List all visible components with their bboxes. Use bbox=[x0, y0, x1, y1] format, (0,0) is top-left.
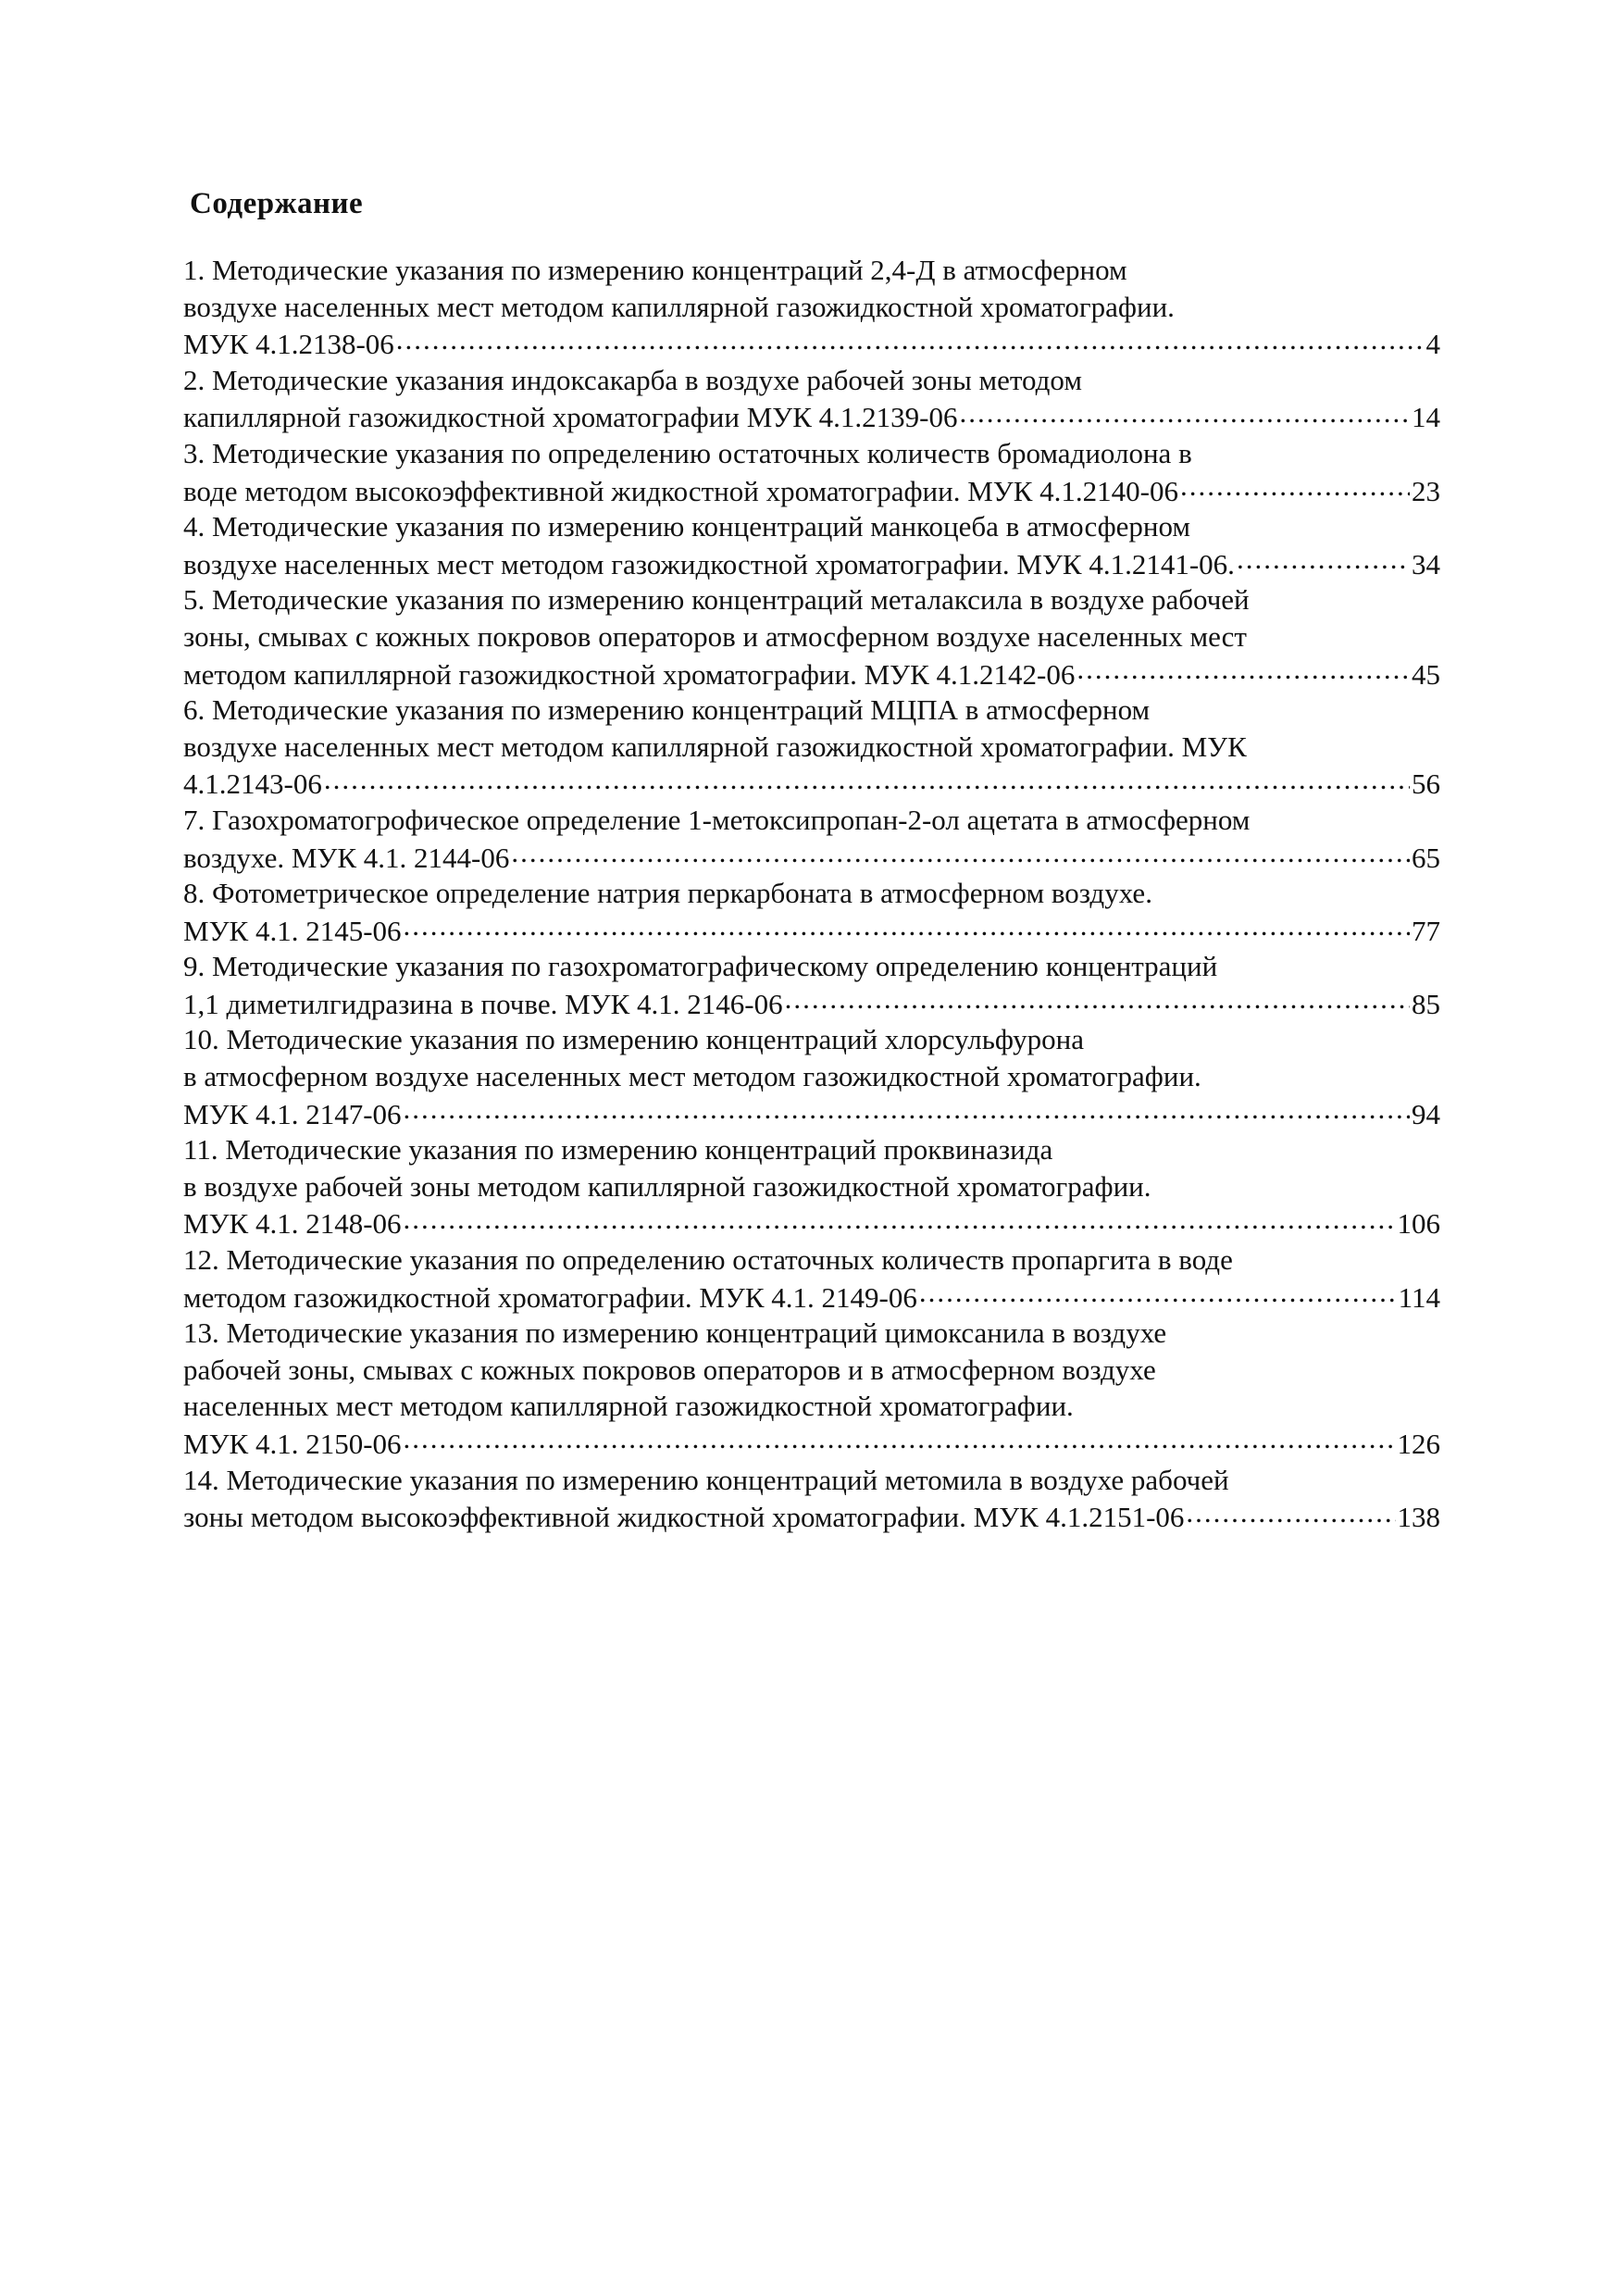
toc-entry-reference: зоны методом высокоэффективной жидкостной хроматографии. МУК 4.1.2151-06 bbox=[183, 1501, 1185, 1534]
toc-entry bbox=[183, 362, 1440, 435]
toc-entry-line: 12. Методические указания по определению остаточных количеств пропаргита в воде bbox=[183, 1243, 1233, 1277]
toc-entry-leader-line bbox=[183, 765, 1440, 802]
toc-entry-line: населенных мест методом капиллярной газожидкостной хроматографии. bbox=[183, 1390, 1074, 1423]
toc-entry-reference: МУК 4.1.2138-06 bbox=[183, 328, 394, 361]
toc-entry-line: 5. Методические указания по измерению концентраций металаксила в воздухе рабочей bbox=[183, 583, 1250, 617]
dot-leader bbox=[1180, 472, 1410, 501]
table-of-contents bbox=[183, 252, 1440, 1535]
dot-leader bbox=[396, 325, 1425, 354]
toc-entry-line: в воздухе рабочей зоны методом капиллярной газожидкостной хроматографии. bbox=[183, 1169, 1151, 1203]
toc-entry-line: 4. Методические указания по измерению концентраций манкоцеба в атмосферном bbox=[183, 510, 1191, 543]
dot-leader bbox=[919, 1279, 1397, 1307]
toc-entry bbox=[183, 1462, 1440, 1535]
toc-entry-reference: МУК 4.1. 2147-06 bbox=[183, 1097, 402, 1130]
toc-entry-leader-line bbox=[183, 985, 1440, 1022]
toc-entry bbox=[183, 435, 1440, 508]
toc-entry-leader-line bbox=[183, 1425, 1440, 1462]
dot-leader bbox=[404, 1425, 1396, 1454]
toc-entry-page-number: 65 bbox=[1412, 841, 1440, 874]
toc-entry-reference: 4.1.2143-06 bbox=[183, 767, 322, 801]
toc-entry-line: 2. Методические указания индоксакарба в воздухе рабочей зоны методом bbox=[183, 363, 1082, 396]
dot-leader bbox=[404, 912, 1410, 941]
toc-entry-reference: воздухе. МУК 4.1. 2144-06 bbox=[183, 841, 510, 874]
dot-leader bbox=[404, 1204, 1396, 1233]
toc-entry-reference: воде методом высокоэффективной жидкостной хроматографии. МУК 4.1.2140-06 bbox=[183, 474, 1178, 507]
toc-entry-line: 7. Газохроматогрофическое определение 1-метоксипропан-2-ол ацетата в атмосферном bbox=[183, 803, 1251, 836]
toc-entry-reference: МУК 4.1. 2148-06 bbox=[183, 1207, 402, 1241]
toc-entry-page-number: 106 bbox=[1397, 1207, 1440, 1241]
dot-leader bbox=[324, 765, 1410, 793]
toc-entry bbox=[183, 948, 1440, 1021]
toc-entry-leader-line bbox=[183, 1498, 1440, 1535]
toc-entry-reference: методом капиллярной газожидкостной хроматографии. МУК 4.1.2142-06 bbox=[183, 657, 1076, 691]
toc-entry-page-number: 94 bbox=[1412, 1097, 1440, 1130]
dot-leader bbox=[1237, 545, 1410, 574]
toc-entry bbox=[183, 252, 1440, 362]
toc-entry bbox=[183, 1021, 1440, 1131]
toc-entry-line: 10. Методические указания по измерению концентраций хлорсульфурона bbox=[183, 1023, 1085, 1056]
toc-entry bbox=[183, 802, 1440, 875]
toc-entry-leader-line bbox=[183, 655, 1440, 693]
toc-entry-reference: МУК 4.1. 2150-06 bbox=[183, 1428, 402, 1460]
toc-entry-reference: капиллярной газожидкостной хроматографии МУК 4.1.2139-06 bbox=[183, 401, 958, 434]
toc-entry bbox=[183, 1315, 1440, 1461]
toc-entry-reference: методом газожидкостной хроматографии. МУК 4.1. 2149-06 bbox=[183, 1280, 917, 1314]
toc-entry-line: 8. Фотометрическое определение натрия перкарбоната в атмосферном воздухе. bbox=[183, 877, 1152, 910]
toc-entry-reference: воздухе населенных мест методом газожидкостной хроматографии. МУК 4.1.2141-06. bbox=[183, 547, 1235, 580]
toc-entry-line: воздухе населенных мест методом капиллярной газожидкостной хроматографии. bbox=[183, 290, 1175, 323]
toc-entry-leader-line bbox=[183, 545, 1440, 582]
toc-entry-line: воздухе населенных мест методом капиллярной газожидкостной хроматографии. МУК bbox=[183, 730, 1247, 763]
dot-leader bbox=[785, 985, 1410, 1014]
toc-entry-line: рабочей зоны, смывах с кожных покровов операторов и в атмосферном воздухе bbox=[183, 1353, 1156, 1386]
toc-entry-page-number: 138 bbox=[1397, 1501, 1440, 1534]
toc-entry bbox=[183, 581, 1440, 692]
toc-entry-page-number: 14 bbox=[1412, 401, 1440, 434]
toc-entry-page-number: 34 bbox=[1412, 547, 1440, 580]
toc-entry-line: в атмосферном воздухе населенных мест методом газожидкостной хроматографии. bbox=[183, 1060, 1201, 1093]
toc-entry-leader-line bbox=[183, 1204, 1440, 1242]
toc-entry-page-number: 114 bbox=[1398, 1280, 1440, 1314]
toc-entry-line: 3. Методические указания по определению остаточных количеств бромадиолона в bbox=[183, 436, 1192, 469]
toc-entry bbox=[183, 1242, 1440, 1315]
dot-leader bbox=[1186, 1498, 1395, 1527]
toc-entry-page-number: 4 bbox=[1425, 328, 1440, 361]
toc-entry bbox=[183, 692, 1440, 802]
toc-entry-leader-line bbox=[183, 912, 1440, 949]
toc-entry-leader-line bbox=[183, 839, 1440, 876]
toc-entry-line: 11. Методические указания по измерению концентраций проквиназида bbox=[183, 1133, 1053, 1167]
toc-entry-line: 6. Методические указания по измерению концентраций МЦПА в атмосферном bbox=[183, 693, 1151, 727]
toc-entry-page-number: 56 bbox=[1412, 767, 1440, 801]
toc-entry-reference: 1,1 диметилгидразина в почве. МУК 4.1. 2146-06 bbox=[183, 987, 783, 1020]
toc-entry bbox=[183, 875, 1440, 948]
toc-entry-page-number: 45 bbox=[1412, 657, 1440, 691]
toc-entry-leader-line bbox=[183, 325, 1440, 362]
toc-entry-line: 14. Методические указания по измерению концентраций метомила в воздухе рабочей bbox=[183, 1463, 1229, 1496]
dot-leader bbox=[511, 839, 1410, 867]
dot-leader bbox=[404, 1095, 1410, 1124]
dot-leader bbox=[1077, 655, 1410, 684]
toc-entry-leader-line bbox=[183, 472, 1440, 509]
toc-entry-page-number: 23 bbox=[1412, 474, 1440, 507]
toc-entry-leader-line bbox=[183, 1279, 1440, 1316]
toc-title: Содержание bbox=[190, 187, 364, 220]
toc-entry-line: зоны, смывах с кожных покровов операторов и атмосферном воздухе населенных мест bbox=[183, 619, 1247, 653]
toc-entry-line: 1. Методические указания по измерению концентраций 2,4-Д в атмосферном bbox=[183, 254, 1127, 286]
toc-entry-page-number: 126 bbox=[1397, 1428, 1440, 1460]
toc-entry bbox=[183, 508, 1440, 581]
toc-entry-line: 9. Методические указания по газохроматографическому определению концентраций bbox=[183, 950, 1218, 983]
toc-entry-reference: МУК 4.1. 2145-06 bbox=[183, 914, 402, 947]
toc-entry-leader-line bbox=[183, 398, 1440, 435]
toc-entry-leader-line bbox=[183, 1095, 1440, 1132]
dot-leader bbox=[959, 398, 1410, 427]
toc-entry bbox=[183, 1131, 1440, 1242]
toc-entry-line: 13. Методические указания по измерению концентраций цимоксанила в воздухе bbox=[183, 1316, 1167, 1350]
toc-entry-page-number: 85 bbox=[1412, 987, 1440, 1020]
toc-entry-page-number: 77 bbox=[1412, 914, 1440, 947]
